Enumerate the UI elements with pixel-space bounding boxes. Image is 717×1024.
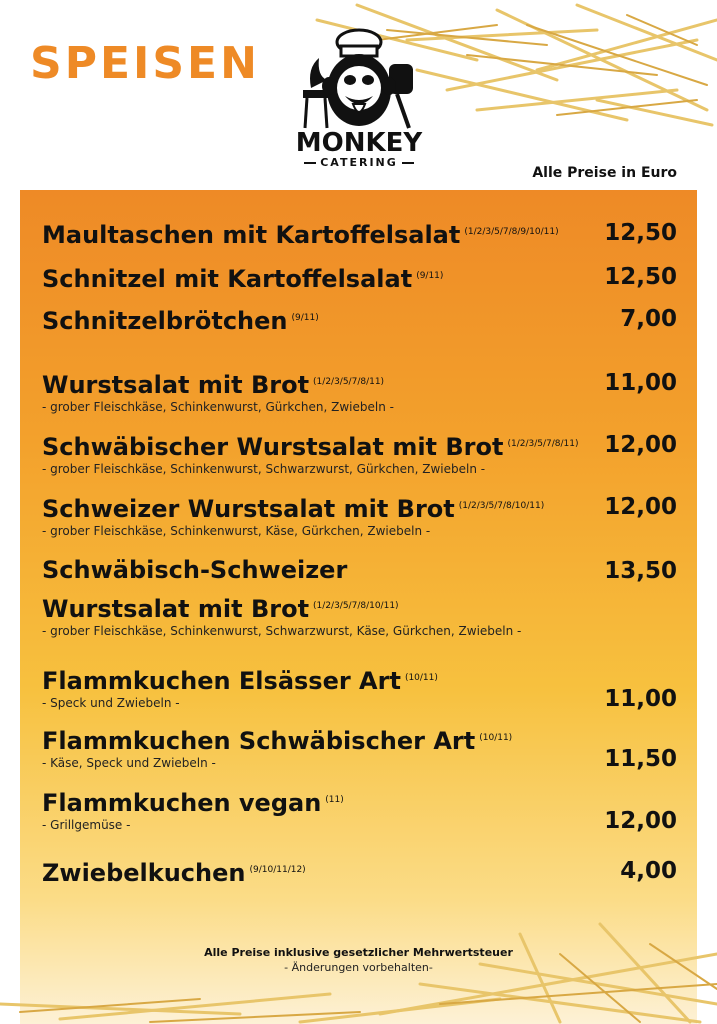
logo-wordmark: MONKEY bbox=[295, 128, 423, 158]
menu-item bbox=[42, 430, 677, 477]
page-title: SPEISEN bbox=[30, 38, 260, 89]
price-note: Alle Preise in Euro bbox=[532, 165, 677, 181]
menu-item bbox=[42, 492, 677, 539]
menu-item bbox=[42, 556, 677, 639]
item-allergens: (10/11) bbox=[404, 673, 438, 683]
item-price: 12,50 bbox=[604, 264, 677, 290]
menu-item bbox=[42, 262, 677, 293]
item-price: 7,00 bbox=[620, 306, 677, 332]
item-name: Schwäbisch-Schweizer bbox=[42, 556, 348, 584]
logo-subtitle: CATERING bbox=[292, 156, 426, 169]
item-price: 4,00 bbox=[620, 858, 677, 884]
menu-item bbox=[42, 218, 677, 249]
item-name: Zwiebelkuchen $^{(9/10/11/12)}$ bbox=[42, 859, 306, 887]
menu-item bbox=[42, 304, 677, 335]
item-allergens: (1/2/3/5/7/8/9/10/11) bbox=[464, 227, 559, 237]
menu-item bbox=[42, 786, 677, 833]
footer bbox=[0, 946, 717, 974]
item-name: Schnitzelbrötchen $^{(9/11)}$ bbox=[42, 307, 319, 335]
item-allergens: (1/2/3/5/7/8/11) bbox=[507, 439, 579, 449]
item-name: Flammkuchen Elsässer Art $^{(10/11)}$ bbox=[42, 667, 438, 695]
menu-item bbox=[42, 856, 677, 887]
item-name: Flammkuchen vegan $^{(11)}$ bbox=[42, 789, 344, 817]
item-description: - Käse, Speck und Zwiebeln - bbox=[42, 756, 216, 770]
item-price: 12,00 bbox=[604, 432, 677, 458]
item-allergens: (9/10/11/12) bbox=[249, 865, 306, 875]
item-price: 12,00 bbox=[604, 808, 677, 834]
item-price: 11,00 bbox=[604, 370, 677, 396]
item-allergens: (1/2/3/5/7/8/10/11) bbox=[313, 601, 399, 611]
item-name: Schweizer Wurstsalat mit Brot $^{(1/2/3/5/7/8/10/11)}$ bbox=[42, 495, 545, 523]
item-description: - Grillgemüse - bbox=[42, 818, 131, 832]
item-price: 12,00 bbox=[604, 494, 677, 520]
vat-note: Alle Preise inklusive gesetzlicher Mehrwertsteuer bbox=[204, 946, 513, 959]
item-allergens: (1/2/3/5/7/8/10/11) bbox=[458, 501, 545, 511]
item-name: Wurstsalat mit Brot $^{(1/2/3/5/7/8/11)}$ bbox=[42, 371, 385, 399]
item-price: 11,50 bbox=[604, 746, 677, 772]
item-allergens: (11) bbox=[325, 795, 344, 805]
item-allergens: (9/11) bbox=[416, 271, 444, 281]
item-description: - Speck und Zwiebeln - bbox=[42, 696, 180, 710]
item-price: 12,50 bbox=[604, 220, 677, 246]
monkey-chef-icon bbox=[297, 28, 421, 132]
item-price: 13,50 bbox=[604, 558, 677, 584]
item-name: Schwäbischer Wurstsalat mit Brot $^{(1/2/3/5/7/8/11)}$ bbox=[42, 433, 579, 461]
item-description: - grober Fleischkäse, Schinkenwurst, Schwarzwurst, Gürkchen, Zwiebeln - bbox=[42, 462, 486, 476]
item-name: Maultaschen mit Kartoffelsalat $^{(1/2/3/5/7/8/9/10/11)}$ bbox=[42, 221, 559, 249]
item-name-continued: Wurstsalat mit Brot $^{(1/2/3/5/7/8/10/11)}$ bbox=[42, 595, 399, 623]
item-price: 11,00 bbox=[604, 686, 677, 712]
item-description: - grober Fleischkäse, Schinkenwurst, Käse, Gürkchen, Zwiebeln - bbox=[42, 524, 431, 538]
menu-item bbox=[42, 368, 677, 415]
item-description: - grober Fleischkäse, Schinkenwurst, Gürkchen, Zwiebeln - bbox=[42, 400, 394, 414]
item-description: - grober Fleischkäse, Schinkenwurst, Schwarzwurst, Käse, Gürkchen, Zwiebeln - bbox=[42, 624, 522, 638]
item-name: Flammkuchen Schwäbischer Art $^{(10/11)}$ bbox=[42, 727, 513, 755]
item-allergens: (1/2/3/5/7/8/11) bbox=[313, 377, 385, 387]
menu-item bbox=[42, 664, 677, 711]
item-name: Schnitzel mit Kartoffelsalat $^{(9/11)}$ bbox=[42, 265, 444, 293]
logo bbox=[292, 28, 426, 180]
item-allergens: (10/11) bbox=[479, 733, 513, 743]
item-allergens: (9/11) bbox=[291, 313, 319, 323]
menu-item bbox=[42, 724, 677, 771]
changes-note: - Änderungen vorbehalten- bbox=[284, 961, 433, 974]
